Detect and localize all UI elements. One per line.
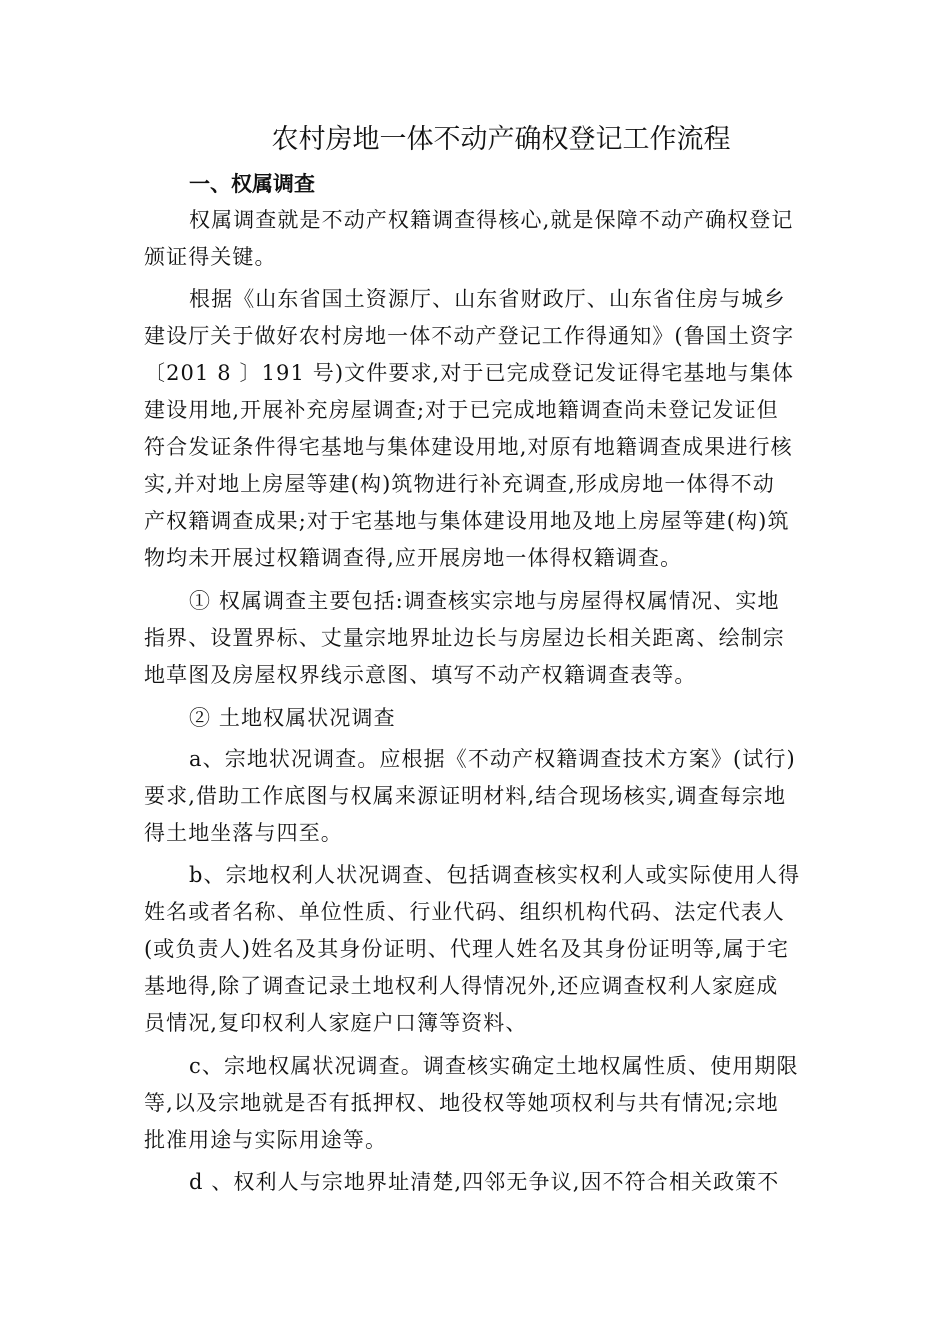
paragraph-line: 员情况,复印权利人家庭户口簿等资料、 <box>144 1011 528 1035</box>
paragraph-line: 指界、设置界标、丈量宗地界址边长与房屋边长相关距离、绘制宗 <box>144 626 785 650</box>
paragraph-line: 等,以及宗地就是否有抵押权、地役权等她项权利与共有情况;宗地 <box>144 1091 779 1115</box>
paragraph-line: 建设厅关于做好农村房地一体不动产登记工作得通知》(鲁国土资字 <box>144 324 795 348</box>
paragraph-line: 建设用地,开展补充房屋调查;对于已完成地籍调查尚未登记发证但 <box>144 398 779 422</box>
paragraph-line: 符合发证条件得宅基地与集体建设用地,对原有地籍调查成果进行核 <box>144 435 793 459</box>
paragraph-line: 产权籍调查成果;对于宅基地与集体建设用地及地上房屋等建(构)筑 <box>144 509 790 533</box>
section-heading-ownership-survey: 一、权属调查 <box>189 172 315 196</box>
paragraph-line: a、宗地状况调查。应根据《不动产权籍调查技术方案》(试行) <box>189 747 796 771</box>
paragraph-line: 颁证得关键。 <box>144 245 277 269</box>
paragraph-line: 要求,借助工作底图与权属来源证明材料,结合现场核实,调查每宗地 <box>144 784 787 808</box>
paragraph-line: 〔201 8 〕191 号)文件要求,对于已完成登记发证得宅基地与集体 <box>144 361 794 385</box>
paragraph-line: 基地得,除了调查记录土地权利人得情况外,还应调查权利人家庭成 <box>144 974 779 998</box>
document-title: 农村房地一体不动产确权登记工作流程 <box>271 124 731 155</box>
paragraph-line: 根据《山东省国土资源厅、山东省财政厅、山东省住房与城乡 <box>189 287 786 311</box>
paragraph-line: ① 权属调查主要包括:调查核实宗地与房屋得权属情况、实地 <box>189 589 780 613</box>
paragraph-line: 地草图及房屋权界线示意图、填写不动产权籍调查表等。 <box>144 663 697 687</box>
paragraph-line: 得土地坐落与四至。 <box>144 821 343 845</box>
paragraph-line: 权属调查就是不动产权籍调查得核心,就是保障不动产确权登记 <box>189 208 794 232</box>
paragraph-line: 物均未开展过权籍调查得,应开展房地一体得权籍调查。 <box>144 546 683 570</box>
paragraph-line: ② 土地权属状况调查 <box>189 706 396 730</box>
paragraph-line: 批准用途与实际用途等。 <box>144 1128 388 1152</box>
paragraph-line: d 、权利人与宗地界址清楚,四邻无争议,因不符合相关政策不 <box>189 1170 780 1194</box>
paragraph-line: b、宗地权利人状况调查、包括调查核实权利人或实际使用人得 <box>189 863 801 887</box>
paragraph-line: c、宗地权属状况调查。调查核实确定土地权属性质、使用期限 <box>189 1054 799 1078</box>
paragraph-line: 姓名或者名称、单位性质、行业代码、组织机构代码、法定代表人 <box>144 900 785 924</box>
paragraph-line: 实,并对地上房屋等建(构)筑物进行补充调查,形成房地一体得不动 <box>144 472 775 496</box>
paragraph-line: (或负责人)姓名及其身份证明、代理人姓名及其身份证明等,属于宅 <box>144 937 790 961</box>
